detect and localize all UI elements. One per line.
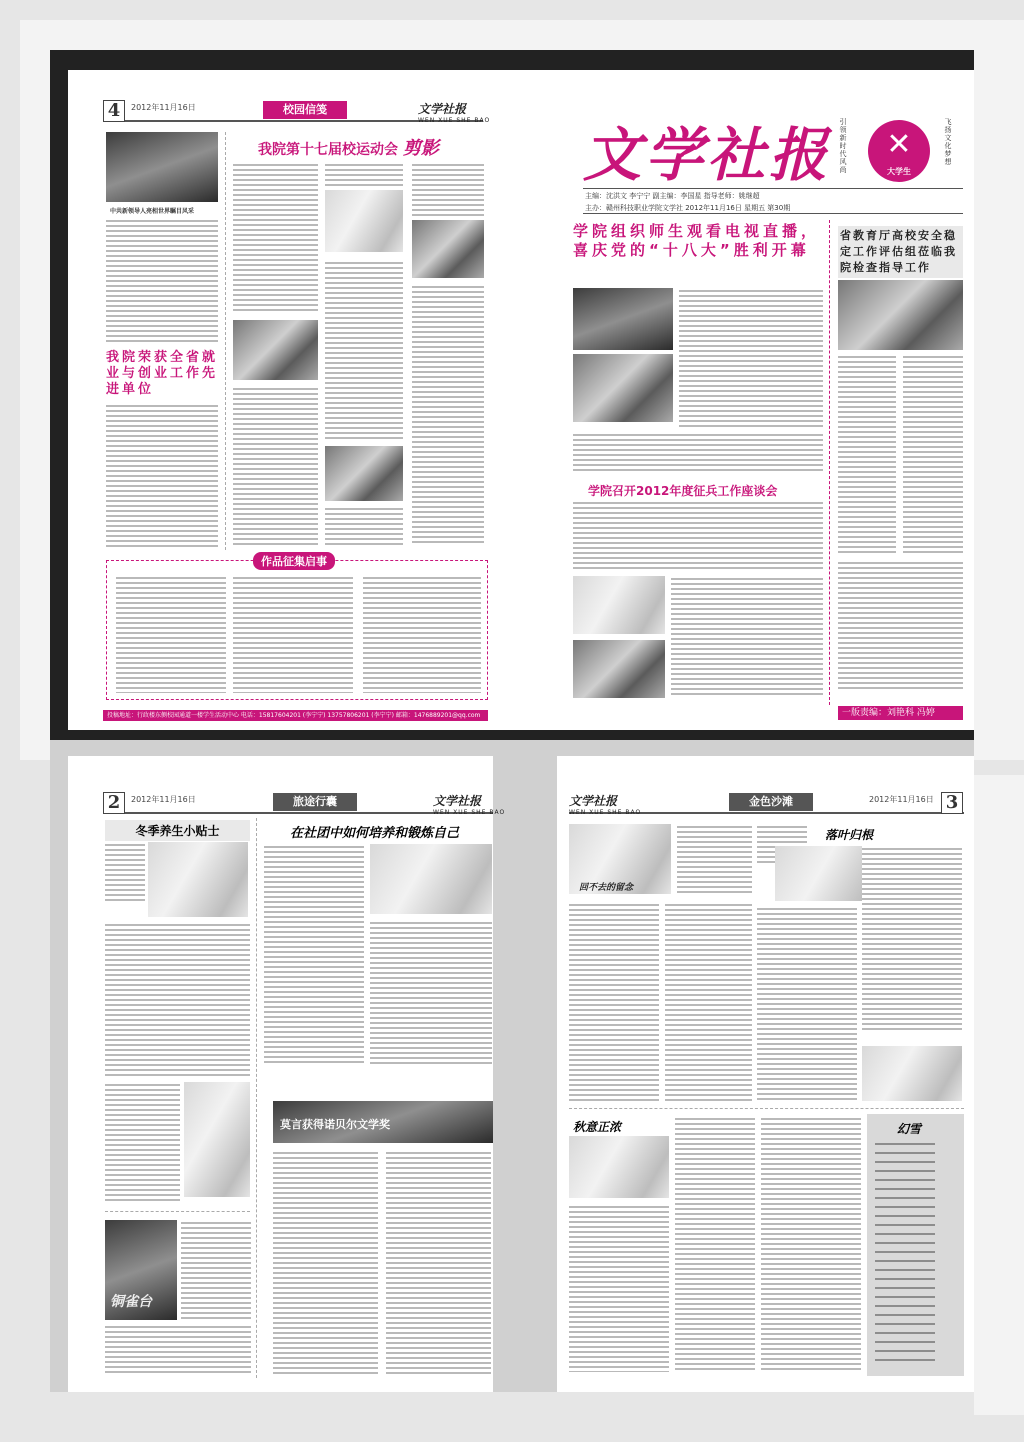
photo-herbs [148, 842, 248, 917]
brand-name: 文学社报 WEN XUE SHE BAO [433, 794, 506, 816]
page-number: 2 [103, 792, 125, 814]
masthead-slogan: 引领新时代风尚 [839, 118, 847, 174]
page-1 [493, 70, 974, 730]
article-text [325, 162, 403, 186]
article-text [862, 846, 962, 1031]
article-text [325, 260, 403, 440]
headline-autumn: 秋意正浓 [573, 1120, 622, 1134]
headline-bottom: 学院召开2012年度征兵工作座谈会 [588, 484, 778, 498]
photo-sports [412, 220, 484, 278]
divider [569, 1108, 964, 1109]
photo-caption: 中共新领导人亮相世界瞩目风采 [110, 208, 195, 215]
article-text [233, 162, 318, 312]
column-divider [829, 220, 830, 705]
photo-congress [106, 132, 218, 202]
photo-field [569, 1136, 669, 1198]
article-text [838, 560, 963, 690]
photo-sports [325, 190, 403, 252]
article-text [106, 218, 218, 343]
photo-flowers [862, 1046, 962, 1101]
notice-text [233, 575, 353, 693]
photo-sports [325, 446, 403, 501]
page-4 [68, 70, 493, 730]
banner-nobel: 莫言获得诺贝尔文学奖 [280, 1118, 390, 1131]
photo-assembly [573, 288, 673, 350]
article-text [665, 902, 752, 1102]
page-number: 3 [941, 792, 963, 814]
publisher-line: 主办：赣州科技职业学院文学社 2012年11月16日 星期五 第30期 [585, 204, 791, 212]
notice-title: 作品征集启事 [253, 552, 335, 570]
article-text [412, 162, 484, 216]
editor-line: 主编：沈洪文 李宁宁 副主编：李国星 指导老师：姚继超 [585, 192, 760, 200]
section-tag: 旅途行囊 [273, 793, 357, 811]
article-text [273, 1150, 378, 1375]
page-header [569, 792, 964, 814]
bottom-spread [50, 740, 974, 1392]
article-text [675, 1116, 755, 1371]
headline-club: 在社团中如何培养和锻炼自己 [290, 826, 460, 841]
page-3 [557, 756, 974, 1392]
article-text [386, 1150, 491, 1375]
article-text [105, 842, 145, 902]
info-bar [583, 188, 963, 214]
masthead: 文学社报 [583, 121, 832, 189]
article-text [412, 284, 484, 546]
article-text [569, 902, 659, 1102]
article-text [838, 354, 896, 554]
headline-health: 冬季养生小贴士 [105, 820, 250, 841]
page-number: 4 [103, 100, 125, 122]
headline-poem: 幻雪 [897, 1122, 922, 1136]
column-divider [225, 132, 226, 550]
photo-assembly [573, 354, 673, 422]
date-line: 2012年11月16日 [869, 795, 934, 804]
masthead-slogan: 飞扬文化梦想 [944, 118, 952, 166]
headline-side: 省教育厅高校安全稳定工作评估组莅临我院检查指导工作 [838, 226, 963, 278]
photo-meeting [573, 576, 665, 634]
article-text [573, 500, 823, 570]
column-divider [256, 818, 257, 1378]
article-text [569, 1204, 669, 1372]
notice-text [363, 575, 481, 693]
date-line: 2012年11月16日 [131, 103, 196, 112]
article-text [757, 906, 857, 1101]
article-text [370, 920, 492, 1064]
headline-main: 学院组织师生观看电视直播，喜庆党的“十八大”胜利开幕 [573, 222, 821, 259]
section-tag: 金色沙滩 [729, 793, 813, 811]
photo-meeting [573, 640, 665, 698]
article-text [671, 576, 823, 698]
article-text [325, 506, 403, 546]
page-header [103, 100, 491, 124]
top-spread [50, 50, 974, 740]
notice-text [116, 575, 226, 693]
article-text [677, 824, 752, 894]
article-text [573, 432, 823, 472]
photo-woman [184, 1082, 250, 1197]
photo-caption: 回不去的留念 [579, 883, 634, 893]
headline-sports: 我院第十七届校运动会 剪影 [258, 138, 439, 159]
photo-club [370, 844, 492, 914]
poem-text [875, 1140, 935, 1365]
article-text [233, 386, 318, 546]
photo-sports [233, 320, 318, 380]
section-tag: 校园信笺 [263, 101, 347, 119]
brand-name: 文学社报 WEN XUE SHE BAO [569, 794, 642, 816]
article-text [105, 1082, 180, 1202]
divider [105, 1211, 250, 1212]
movie-title: 铜雀台 [110, 1294, 152, 1310]
background-sheet [974, 775, 1024, 1415]
article-text [679, 288, 823, 428]
headline-leaves: 落叶归根 [825, 828, 874, 842]
page-footer: 投稿地址：行政楼东侧校园通道一楼学生活动中心 电话：15817604201 (李宁宁) 13757806201 (李宁宁) 邮箱：1476889201@qq.com [103, 710, 488, 721]
article-text [105, 922, 250, 1077]
photo-inspection [838, 280, 963, 350]
page-2 [68, 756, 506, 1392]
article-text [105, 1324, 251, 1374]
article-text [264, 844, 364, 1064]
brand-name: 文学社报 WEN XUE SHE BAO [418, 102, 491, 124]
headline-award: 我院荣获全省就业与创业工作先进单位 [106, 350, 219, 397]
article-text [181, 1220, 251, 1320]
article-text [761, 1116, 861, 1371]
article-text [106, 403, 218, 548]
editor-credit: 一版责编：刘艳科 冯婷 [838, 706, 963, 720]
club-logo-icon: ✕ 大学生 [868, 120, 930, 182]
page-header [103, 792, 506, 816]
date-line: 2012年11月16日 [131, 795, 196, 804]
article-text [903, 354, 963, 554]
